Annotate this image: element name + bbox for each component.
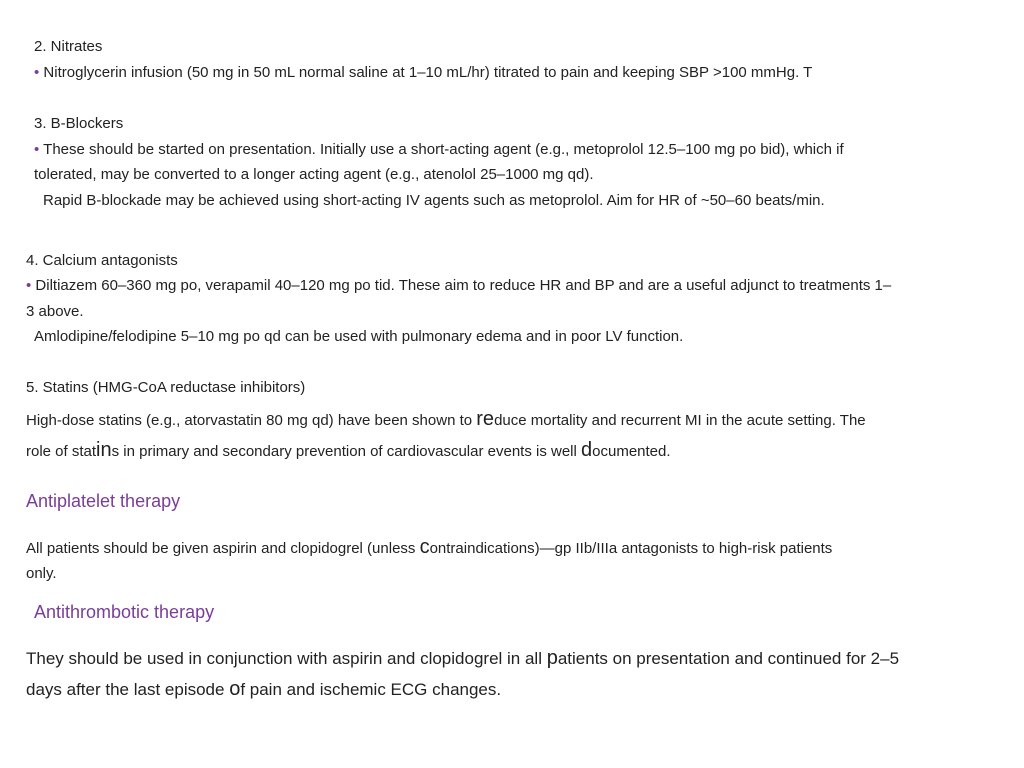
antithrombotic-text-2a: days after the last episode [26, 680, 230, 699]
antithrombotic-text-1 [26, 646, 899, 671]
antithrombotic-text-1-big: p [546, 647, 558, 669]
antiplatelet-text-2: only. [26, 565, 57, 582]
antithrombotic-heading: Antithrombotic therapy [34, 602, 215, 622]
statins-text-2b: s in primary and secondary prevention of cardiovascular events is well [111, 443, 582, 460]
bblockers-text-3: Rapid B-blockade may be achieved using short-acting IV agents such as metoprolol. Aim for HR of ~50–60 beats/min. [43, 192, 825, 209]
bblockers-text-1: These should be started on presentation. Initially use a short-acting agent (e.g., metoprolol 12.5–100 mg po bid), which if [39, 141, 844, 158]
statins-text-2 [26, 438, 671, 464]
statins-text-2a: role of stat [26, 443, 97, 460]
antiplatelet-heading: Antiplatelet therapy [26, 491, 181, 511]
antithrombotic-text-2-big: o [229, 678, 241, 700]
nitrates-title: 2. Nitrates [34, 38, 103, 55]
statins-text-1 [26, 407, 866, 433]
bullet-icon: • [34, 141, 40, 158]
calcium-text-2: 3 above. [26, 303, 84, 320]
bullet-icon: • [34, 64, 40, 81]
antiplatelet-text-1a: All patients should be given aspirin and clopidogrel (unless [26, 540, 420, 557]
statins-title: 5. Statins (HMG-CoA reductase inhibitors) [26, 379, 306, 396]
statins-text-2-big2: d [581, 439, 593, 461]
nitrates-bullet-line [34, 63, 812, 83]
statins-text-1b: duce mortality and recurrent MI in the acute setting. The [494, 412, 866, 429]
bullet-icon: • [26, 277, 32, 294]
bblockers-title: 3. B-Blockers [34, 115, 124, 132]
calcium-title: 4. Calcium antagonists [26, 252, 178, 269]
calcium-bullet-line [26, 276, 891, 296]
calcium-text-1: Diltiazem 60–360 mg po, verapamil 40–120 mg po tid. These aim to reduce HR and BP and are a useful adjunct to treatments 1– [31, 277, 892, 294]
statins-text-2c: ocumented. [592, 443, 671, 460]
statins-text-1a: High-dose statins (e.g., atorvastatin 80 mg qd) have been shown to [26, 412, 477, 429]
antithrombotic-text-2b: f pain and ischemic ECG changes. [240, 680, 502, 699]
antiplatelet-text-1 [26, 535, 832, 561]
antiplatelet-text-1-big: c [419, 536, 430, 558]
antithrombotic-text-1a: They should be used in conjunction with aspirin and clopidogrel in all [26, 649, 547, 668]
bblockers-bullet-line [34, 140, 844, 160]
nitrates-text-1: Nitroglycerin infusion (50 mg in 50 mL normal saline at 1–10 mL/hr) titrated to pain and keeping SBP >100 mmHg. T [39, 64, 813, 81]
bblockers-text-2: tolerated, may be converted to a longer acting agent (e.g., atenolol 25–1000 mg qd). [34, 166, 594, 183]
antiplatelet-text-1b: ontraindications)—gp IIb/IIIa antagonists to high-risk patients [429, 540, 833, 557]
antithrombotic-text-2 [26, 677, 501, 702]
statins-text-2-big: in [96, 439, 112, 461]
calcium-text-3: Amlodipine/felodipine 5–10 mg po qd can be used with pulmonary edema and in poor LV function. [34, 328, 684, 345]
antithrombotic-text-1b: atients on presentation and continued for 2–5 [557, 649, 900, 668]
statins-text-1-big: re [476, 408, 495, 430]
